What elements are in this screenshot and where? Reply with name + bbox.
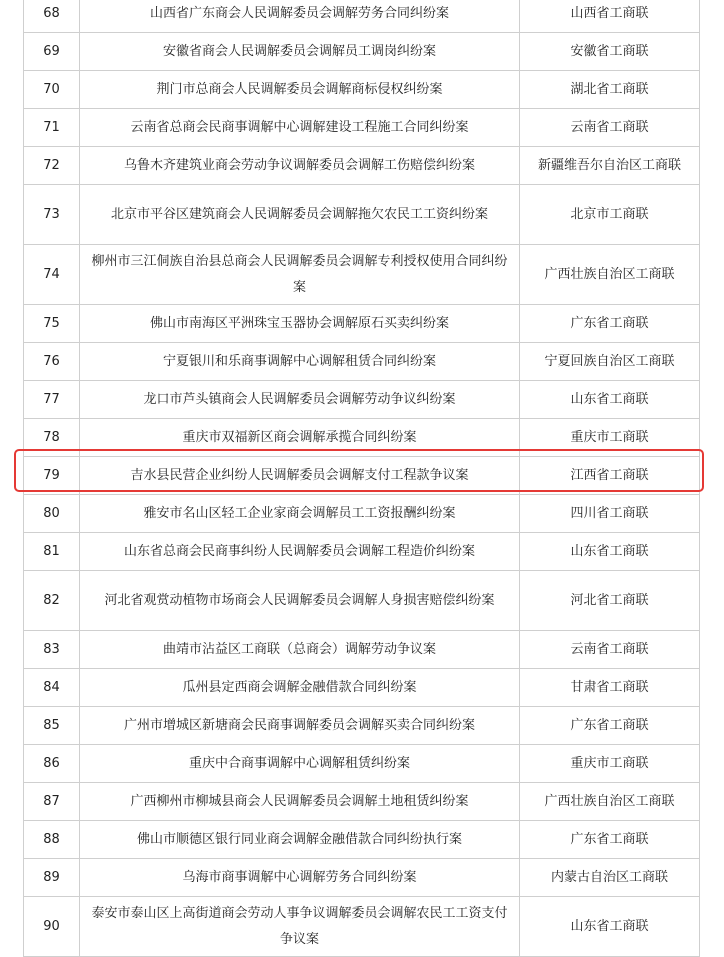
table-row (24, 381, 700, 419)
table-row (24, 571, 700, 631)
row-number: 72 (24, 147, 80, 185)
row-number: 75 (24, 305, 80, 343)
case-name: 乌海市商事调解中心调解劳务合同纠纷案 (80, 859, 520, 897)
row-number: 74 (24, 245, 80, 305)
row-number: 76 (24, 343, 80, 381)
table-row (24, 343, 700, 381)
row-number: 68 (24, 0, 80, 33)
row-number: 69 (24, 33, 80, 71)
table-row (24, 305, 700, 343)
recommending-org: 重庆市工商联 (520, 745, 700, 783)
table-row (24, 245, 700, 305)
table-row (24, 71, 700, 109)
recommending-org: 云南省工商联 (520, 631, 700, 669)
case-name: 柳州市三江侗族自治县总商会人民调解委员会调解专利授权使用合同纠纷案 (80, 245, 520, 305)
table-row (24, 783, 700, 821)
case-name: 山东省总商会民商事纠纷人民调解委员会调解工程造价纠纷案 (80, 533, 520, 571)
case-name: 重庆中合商事调解中心调解租赁纠纷案 (80, 745, 520, 783)
case-name: 瓜州县定西商会调解金融借款合同纠纷案 (80, 669, 520, 707)
case-name: 宁夏银川和乐商事调解中心调解租赁合同纠纷案 (80, 343, 520, 381)
table-row (24, 495, 700, 533)
row-number: 79 (24, 457, 80, 495)
case-name: 广州市增城区新塘商会民商事调解委员会调解买卖合同纠纷案 (80, 707, 520, 745)
row-number: 86 (24, 745, 80, 783)
recommending-org: 广西壮族自治区工商联 (520, 245, 700, 305)
table-row (24, 707, 700, 745)
row-number: 88 (24, 821, 80, 859)
recommending-org: 四川省工商联 (520, 495, 700, 533)
case-name: 雅安市名山区轻工企业家商会调解员工工资报酬纠纷案 (80, 495, 520, 533)
recommending-org: 江西省工商联 (520, 457, 700, 495)
recommending-org: 安徽省工商联 (520, 33, 700, 71)
row-number: 78 (24, 419, 80, 457)
recommending-org: 广东省工商联 (520, 305, 700, 343)
recommending-org: 山东省工商联 (520, 533, 700, 571)
case-name: 广西柳州市柳城县商会人民调解委员会调解土地租赁纠纷案 (80, 783, 520, 821)
table-row (24, 419, 700, 457)
table-row (24, 185, 700, 245)
row-number: 84 (24, 669, 80, 707)
recommending-org: 广东省工商联 (520, 821, 700, 859)
case-name: 山西省广东商会人民调解委员会调解劳务合同纠纷案 (80, 0, 520, 33)
case-name: 云南省总商会民商事调解中心调解建设工程施工合同纠纷案 (80, 109, 520, 147)
table-row (24, 821, 700, 859)
table-row (24, 33, 700, 71)
recommending-org: 重庆市工商联 (520, 419, 700, 457)
table-row (24, 897, 700, 957)
row-number: 80 (24, 495, 80, 533)
case-name: 佛山市南海区平洲珠宝玉器协会调解原石买卖纠纷案 (80, 305, 520, 343)
recommending-org: 湖北省工商联 (520, 71, 700, 109)
case-table-container (23, 0, 699, 957)
row-number: 83 (24, 631, 80, 669)
recommending-org: 甘肃省工商联 (520, 669, 700, 707)
recommending-org: 山西省工商联 (520, 0, 700, 33)
case-name: 吉水县民营企业纠纷人民调解委员会调解支付工程款争议案 (80, 457, 520, 495)
row-number: 77 (24, 381, 80, 419)
recommending-org: 山东省工商联 (520, 897, 700, 957)
row-number: 90 (24, 897, 80, 957)
row-number: 71 (24, 109, 80, 147)
table-row (24, 631, 700, 669)
table-row-highlighted (24, 457, 700, 495)
table-row (24, 147, 700, 185)
recommending-org: 河北省工商联 (520, 571, 700, 631)
row-number: 81 (24, 533, 80, 571)
table-row (24, 859, 700, 897)
case-name: 北京市平谷区建筑商会人民调解委员会调解拖欠农民工工资纠纷案 (80, 185, 520, 245)
row-number: 70 (24, 71, 80, 109)
recommending-org: 北京市工商联 (520, 185, 700, 245)
case-name: 龙口市芦头镇商会人民调解委员会调解劳动争议纠纷案 (80, 381, 520, 419)
table-row (24, 0, 700, 33)
recommending-org: 内蒙古自治区工商联 (520, 859, 700, 897)
row-number: 73 (24, 185, 80, 245)
case-name: 佛山市顺德区银行同业商会调解金融借款合同纠纷执行案 (80, 821, 520, 859)
case-name: 泰安市泰山区上高街道商会劳动人事争议调解委员会调解农民工工资支付争议案 (80, 897, 520, 957)
table-row (24, 109, 700, 147)
row-number: 82 (24, 571, 80, 631)
row-number: 85 (24, 707, 80, 745)
recommending-org: 宁夏回族自治区工商联 (520, 343, 700, 381)
case-name: 荆门市总商会人民调解委员会调解商标侵权纠纷案 (80, 71, 520, 109)
row-number: 87 (24, 783, 80, 821)
row-number: 89 (24, 859, 80, 897)
table-row (24, 745, 700, 783)
recommending-org: 新疆维吾尔自治区工商联 (520, 147, 700, 185)
recommending-org: 山东省工商联 (520, 381, 700, 419)
recommending-org: 广西壮族自治区工商联 (520, 783, 700, 821)
recommending-org: 云南省工商联 (520, 109, 700, 147)
table-row (24, 669, 700, 707)
recommending-org: 广东省工商联 (520, 707, 700, 745)
case-table (23, 0, 700, 957)
case-name: 安徽省商会人民调解委员会调解员工调岗纠纷案 (80, 33, 520, 71)
case-name: 乌鲁木齐建筑业商会劳动争议调解委员会调解工伤赔偿纠纷案 (80, 147, 520, 185)
case-name: 曲靖市沾益区工商联（总商会）调解劳动争议案 (80, 631, 520, 669)
case-name: 重庆市双福新区商会调解承揽合同纠纷案 (80, 419, 520, 457)
case-name: 河北省观赏动植物市场商会人民调解委员会调解人身损害赔偿纠纷案 (80, 571, 520, 631)
table-row (24, 533, 700, 571)
